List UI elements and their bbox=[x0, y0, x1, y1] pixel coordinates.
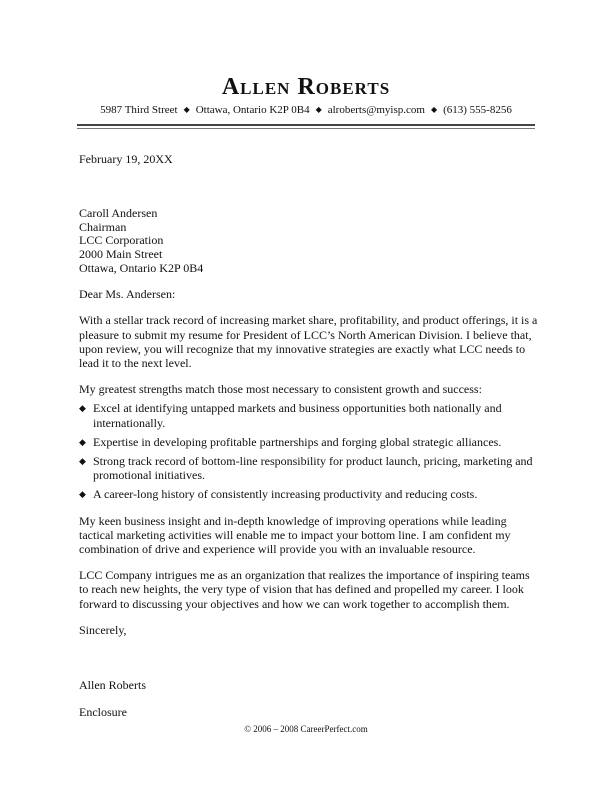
recipient-company: LCC Corporation bbox=[79, 233, 164, 248]
complimentary-close: Sincerely, bbox=[79, 622, 127, 637]
diamond-separator-icon: ◆ bbox=[430, 105, 438, 114]
list-item-text: Expertise in developing profitable partnerships and forging global strategic alliances. bbox=[93, 434, 502, 449]
header-rule-thick bbox=[77, 124, 535, 126]
diamond-separator-icon: ◆ bbox=[183, 105, 190, 114]
list-item-text: Strong track record of bottom-line responsibility for product launch, pricing, marketing and promotional initiatives. bbox=[93, 454, 533, 483]
recipient-address bbox=[79, 207, 539, 275]
signature-name: Allen Roberts bbox=[79, 678, 146, 693]
diamond-bullet-icon: ◆ bbox=[79, 436, 86, 447]
enclosure-note: Enclosure bbox=[79, 705, 127, 720]
diamond-bullet-icon: ◆ bbox=[79, 489, 86, 500]
list-item bbox=[79, 401, 539, 429]
list-item-text: A career-long history of consistently increasing productivity and reducing costs. bbox=[93, 487, 478, 502]
letter-date: February 19, 20XX bbox=[79, 152, 173, 166]
recipient-name: Caroll Andersen bbox=[79, 206, 158, 221]
letter-body bbox=[79, 152, 539, 719]
list-item bbox=[79, 435, 539, 449]
diamond-bullet-icon: ◆ bbox=[79, 403, 86, 414]
contact-email: alroberts@myisp.com bbox=[327, 104, 425, 116]
diamond-separator-icon: ◆ bbox=[315, 105, 322, 114]
paragraph-closing: LCC Company intrigues me as an organization that realizes the importance of inspiring teams to reach new heights, the very type of vision that has defined and propelled my career. I look forward to discussing your objectives and how we can work together to accomplish them. bbox=[79, 568, 530, 611]
strengths-list bbox=[79, 401, 539, 501]
contact-city: Ottawa, Ontario K2P 0B4 bbox=[195, 104, 310, 116]
contact-line bbox=[0, 103, 612, 117]
contact-street: 5987 Third Street bbox=[100, 104, 178, 116]
copyright-footer: © 2006 – 2008 CareerPerfect.com bbox=[244, 724, 368, 734]
header-rule-thin bbox=[77, 128, 535, 129]
paragraph-insight: My keen business insight and in-depth knowledge of improving operations while leading tactical marketing activities will enable me to impact your bottom line. I am confident my combination of drive and experience will provide you with an invaluable resource. bbox=[79, 513, 511, 557]
list-item-text: Excel at identifying untapped markets and business opportunities both nationally and internationally. bbox=[93, 401, 502, 430]
list-item bbox=[79, 487, 539, 501]
recipient-street: 2000 Main Street bbox=[79, 246, 163, 261]
recipient-title: Chairman bbox=[79, 219, 127, 234]
diamond-bullet-icon: ◆ bbox=[79, 456, 86, 466]
salutation: Dear Ms. Andersen: bbox=[79, 287, 176, 302]
list-item bbox=[79, 454, 539, 482]
paragraph-strengths: My greatest strengths match those most necessary to consistent growth and success: bbox=[79, 382, 482, 397]
contact-phone: (613) 555-8256 bbox=[443, 104, 512, 116]
applicant-name: Allen Roberts bbox=[221, 74, 391, 100]
recipient-city: Ottawa, Ontario K2P 0B4 bbox=[79, 260, 204, 275]
paragraph-intro: With a stellar track record of increasing market share, profitability, and product offerings, it is a pleasure to submit my resume for President of LCC’s North American Division. I believe that, upon review, you will recognize that my innovative strategies are exactly what LCC needs to lead it to the next level. bbox=[79, 313, 538, 370]
